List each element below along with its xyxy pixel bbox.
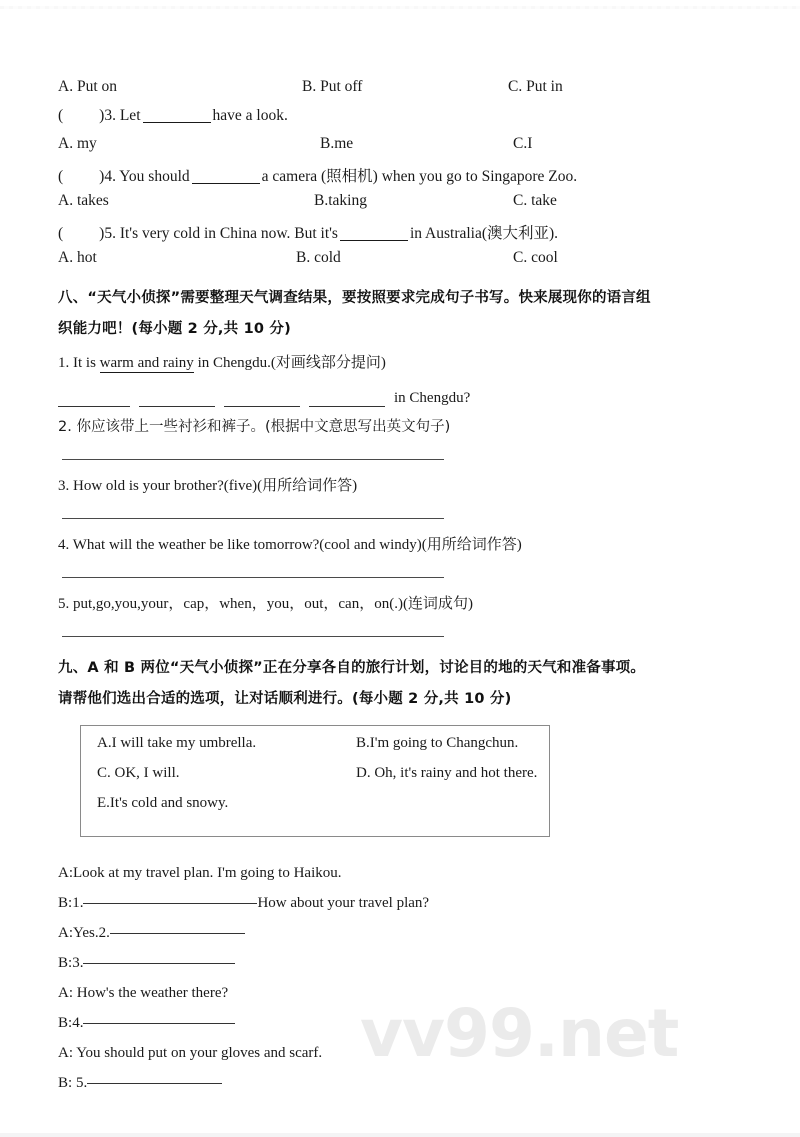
section-8-answer-3[interactable] bbox=[62, 518, 444, 519]
section-8-question-2 bbox=[58, 413, 742, 441]
option-e[interactable]: E.It's cold and snowy. bbox=[97, 794, 229, 811]
dialogue-line bbox=[58, 888, 742, 918]
answer-blank-4[interactable] bbox=[309, 406, 385, 407]
question-text: 你应该带上一些衬衫和裤子。(根据中文意思写出英文句子) bbox=[76, 418, 451, 435]
question-4 bbox=[58, 164, 742, 193]
dialogue-text: 3. bbox=[72, 954, 84, 971]
answer-tail-text: in Chengdu? bbox=[394, 389, 471, 406]
dialogue-speaker: B: bbox=[58, 954, 73, 971]
dialogue-line bbox=[58, 1068, 742, 1098]
dialogue-tail: How about your travel plan? bbox=[257, 894, 430, 911]
question-number: 3. bbox=[58, 477, 70, 494]
dialogue-speaker: B: bbox=[58, 894, 73, 911]
section-8-question-4 bbox=[58, 531, 742, 559]
dialogue-speaker: A: bbox=[58, 924, 73, 941]
section-8-question-3 bbox=[58, 472, 742, 500]
options-box-row bbox=[97, 764, 538, 795]
question-5-text-before: It's very cold in China now. But it's bbox=[119, 224, 338, 242]
question-number: 2. bbox=[58, 418, 72, 435]
dialogue-text: 4. bbox=[72, 1014, 84, 1031]
question-3-text-after: have a look. bbox=[212, 106, 288, 124]
dialogue-line bbox=[58, 978, 742, 1008]
section-9 bbox=[58, 653, 742, 1098]
answer-blank-2[interactable] bbox=[139, 406, 215, 407]
options-row-q2 bbox=[58, 78, 742, 107]
section-8 bbox=[58, 283, 742, 637]
option-a[interactable]: A. Put on bbox=[58, 78, 117, 95]
dialogue-answer-blank-4[interactable] bbox=[83, 1023, 235, 1024]
answer-bracket-close: )4. bbox=[99, 167, 116, 185]
option-c[interactable]: C.I bbox=[513, 135, 533, 152]
option-c[interactable]: C. Put in bbox=[508, 78, 563, 95]
question-text: How old is your brother?(five)(用所给词作答) bbox=[73, 477, 358, 494]
dialogue-answer-blank-3[interactable] bbox=[83, 963, 235, 964]
options-row-q3 bbox=[58, 135, 742, 164]
fill-blank[interactable] bbox=[340, 240, 408, 241]
dialogue-line bbox=[58, 948, 742, 978]
section-9-heading-line-1: 九、A 和 B 两位“天气小侦探”正在分享各自的旅行计划，讨论目的地的天气和准备事项。 bbox=[58, 659, 646, 676]
section-8-question-5 bbox=[58, 590, 742, 618]
section-8-question-1 bbox=[58, 349, 742, 377]
answer-bracket-open[interactable]: ( bbox=[58, 224, 64, 242]
option-b[interactable]: B.me bbox=[320, 135, 354, 152]
watermark: vv99.net bbox=[360, 995, 679, 1072]
dialogue-speaker: A: bbox=[58, 1044, 77, 1061]
dialogue-answer-blank-5[interactable] bbox=[87, 1083, 222, 1084]
answer-bracket-open[interactable]: ( bbox=[58, 106, 64, 124]
option-b[interactable]: B. Put off bbox=[302, 78, 363, 95]
section-8-answer-2[interactable] bbox=[62, 459, 444, 460]
dialogue-text: How's the weather there? bbox=[76, 984, 229, 1001]
answer-blank-1[interactable] bbox=[58, 406, 130, 407]
option-b[interactable]: B.I'm going to Changchun. bbox=[356, 734, 519, 751]
question-4-text-after: a camera (照相机) when you go to Singapore Zoo. bbox=[261, 167, 578, 185]
question-5-text-after: in Australia(澳大利亚). bbox=[409, 224, 559, 242]
question-5 bbox=[58, 221, 742, 250]
option-a[interactable]: A. takes bbox=[58, 192, 109, 209]
options-box-row bbox=[97, 735, 533, 765]
question-3-text-before: Let bbox=[119, 106, 141, 124]
option-a[interactable]: A. hot bbox=[58, 249, 97, 266]
question-number: 5. bbox=[58, 595, 70, 612]
section-9-dialogue bbox=[58, 858, 742, 1098]
answer-bracket-open[interactable]: ( bbox=[58, 167, 64, 185]
option-b[interactable]: B.taking bbox=[314, 192, 367, 209]
dialogue-answer-blank-2[interactable] bbox=[110, 933, 245, 934]
options-row-q5 bbox=[58, 249, 742, 278]
option-c[interactable]: C. cool bbox=[513, 249, 558, 266]
option-a[interactable]: A. my bbox=[58, 135, 97, 152]
section-8-answer-1 bbox=[58, 377, 742, 407]
option-a[interactable]: A.I will take my umbrella. bbox=[97, 734, 257, 751]
dialogue-text: 1. bbox=[72, 894, 84, 911]
dialogue-line bbox=[58, 918, 742, 948]
question-number: 1. bbox=[58, 354, 70, 371]
section-8-heading-line-2: 织能力吧！(每小题 2 分,共 10 分) bbox=[58, 320, 291, 337]
dialogue-speaker: B: bbox=[58, 1014, 73, 1031]
question-number: 4. bbox=[58, 536, 70, 553]
dialogue-line bbox=[58, 1008, 742, 1038]
answer-bracket-close: )5. bbox=[99, 224, 116, 242]
section-8-heading-line-1: 八、“天气小侦探”需要整理天气调查结果，要按照要求完成句子书写。快来展现你的语言组 bbox=[58, 289, 651, 306]
dialogue-answer-blank-1[interactable] bbox=[83, 903, 257, 904]
option-c[interactable]: C. take bbox=[513, 192, 557, 209]
section-9-options-box bbox=[80, 725, 550, 837]
option-d[interactable]: D. Oh, it's rainy and hot there. bbox=[356, 764, 538, 781]
underlined-phrase: warm and rainy bbox=[99, 354, 194, 371]
options-box-row bbox=[97, 795, 533, 825]
dialogue-speaker: A: bbox=[58, 984, 77, 1001]
fill-blank[interactable] bbox=[143, 122, 211, 123]
dialogue-text: Yes.2. bbox=[73, 924, 110, 941]
answer-blank-3[interactable] bbox=[224, 406, 300, 407]
question-text: What will the weather be like tomorrow?(cool and windy)(用所给词作答) bbox=[72, 536, 522, 553]
dialogue-text: You should put on your gloves and scarf. bbox=[76, 1044, 323, 1061]
dialogue-speaker: A: bbox=[58, 864, 73, 881]
dialogue-line bbox=[58, 1038, 742, 1068]
scan-edge-bottom bbox=[0, 1133, 800, 1137]
options-row-q4 bbox=[58, 192, 742, 221]
question-text: put,go,you,your，cap，when，you，out，can，on(.)(连词成句) bbox=[73, 595, 473, 612]
dialogue-text: Look at my travel plan. I'm going to Haikou. bbox=[73, 864, 342, 881]
dialogue-speaker: B: bbox=[58, 1074, 76, 1091]
question-text-before: It is bbox=[73, 354, 96, 371]
fill-blank[interactable] bbox=[192, 183, 260, 184]
dialogue-line bbox=[58, 858, 742, 888]
option-c[interactable]: C. OK, I will. bbox=[97, 764, 180, 781]
question-3 bbox=[58, 107, 742, 136]
section-9-heading-line-2: 请帮他们选出合适的选项，让对话顺利进行。(每小题 2 分,共 10 分) bbox=[58, 690, 512, 707]
question-4-text-before: You should bbox=[119, 167, 190, 185]
question-text-after: in Chengdu.(对画线部分提问) bbox=[197, 354, 386, 371]
section-8-answer-4[interactable] bbox=[62, 577, 444, 578]
answer-bracket-close: )3. bbox=[99, 106, 116, 124]
option-b[interactable]: B. cold bbox=[296, 249, 341, 266]
dialogue-text: 5. bbox=[75, 1074, 88, 1091]
